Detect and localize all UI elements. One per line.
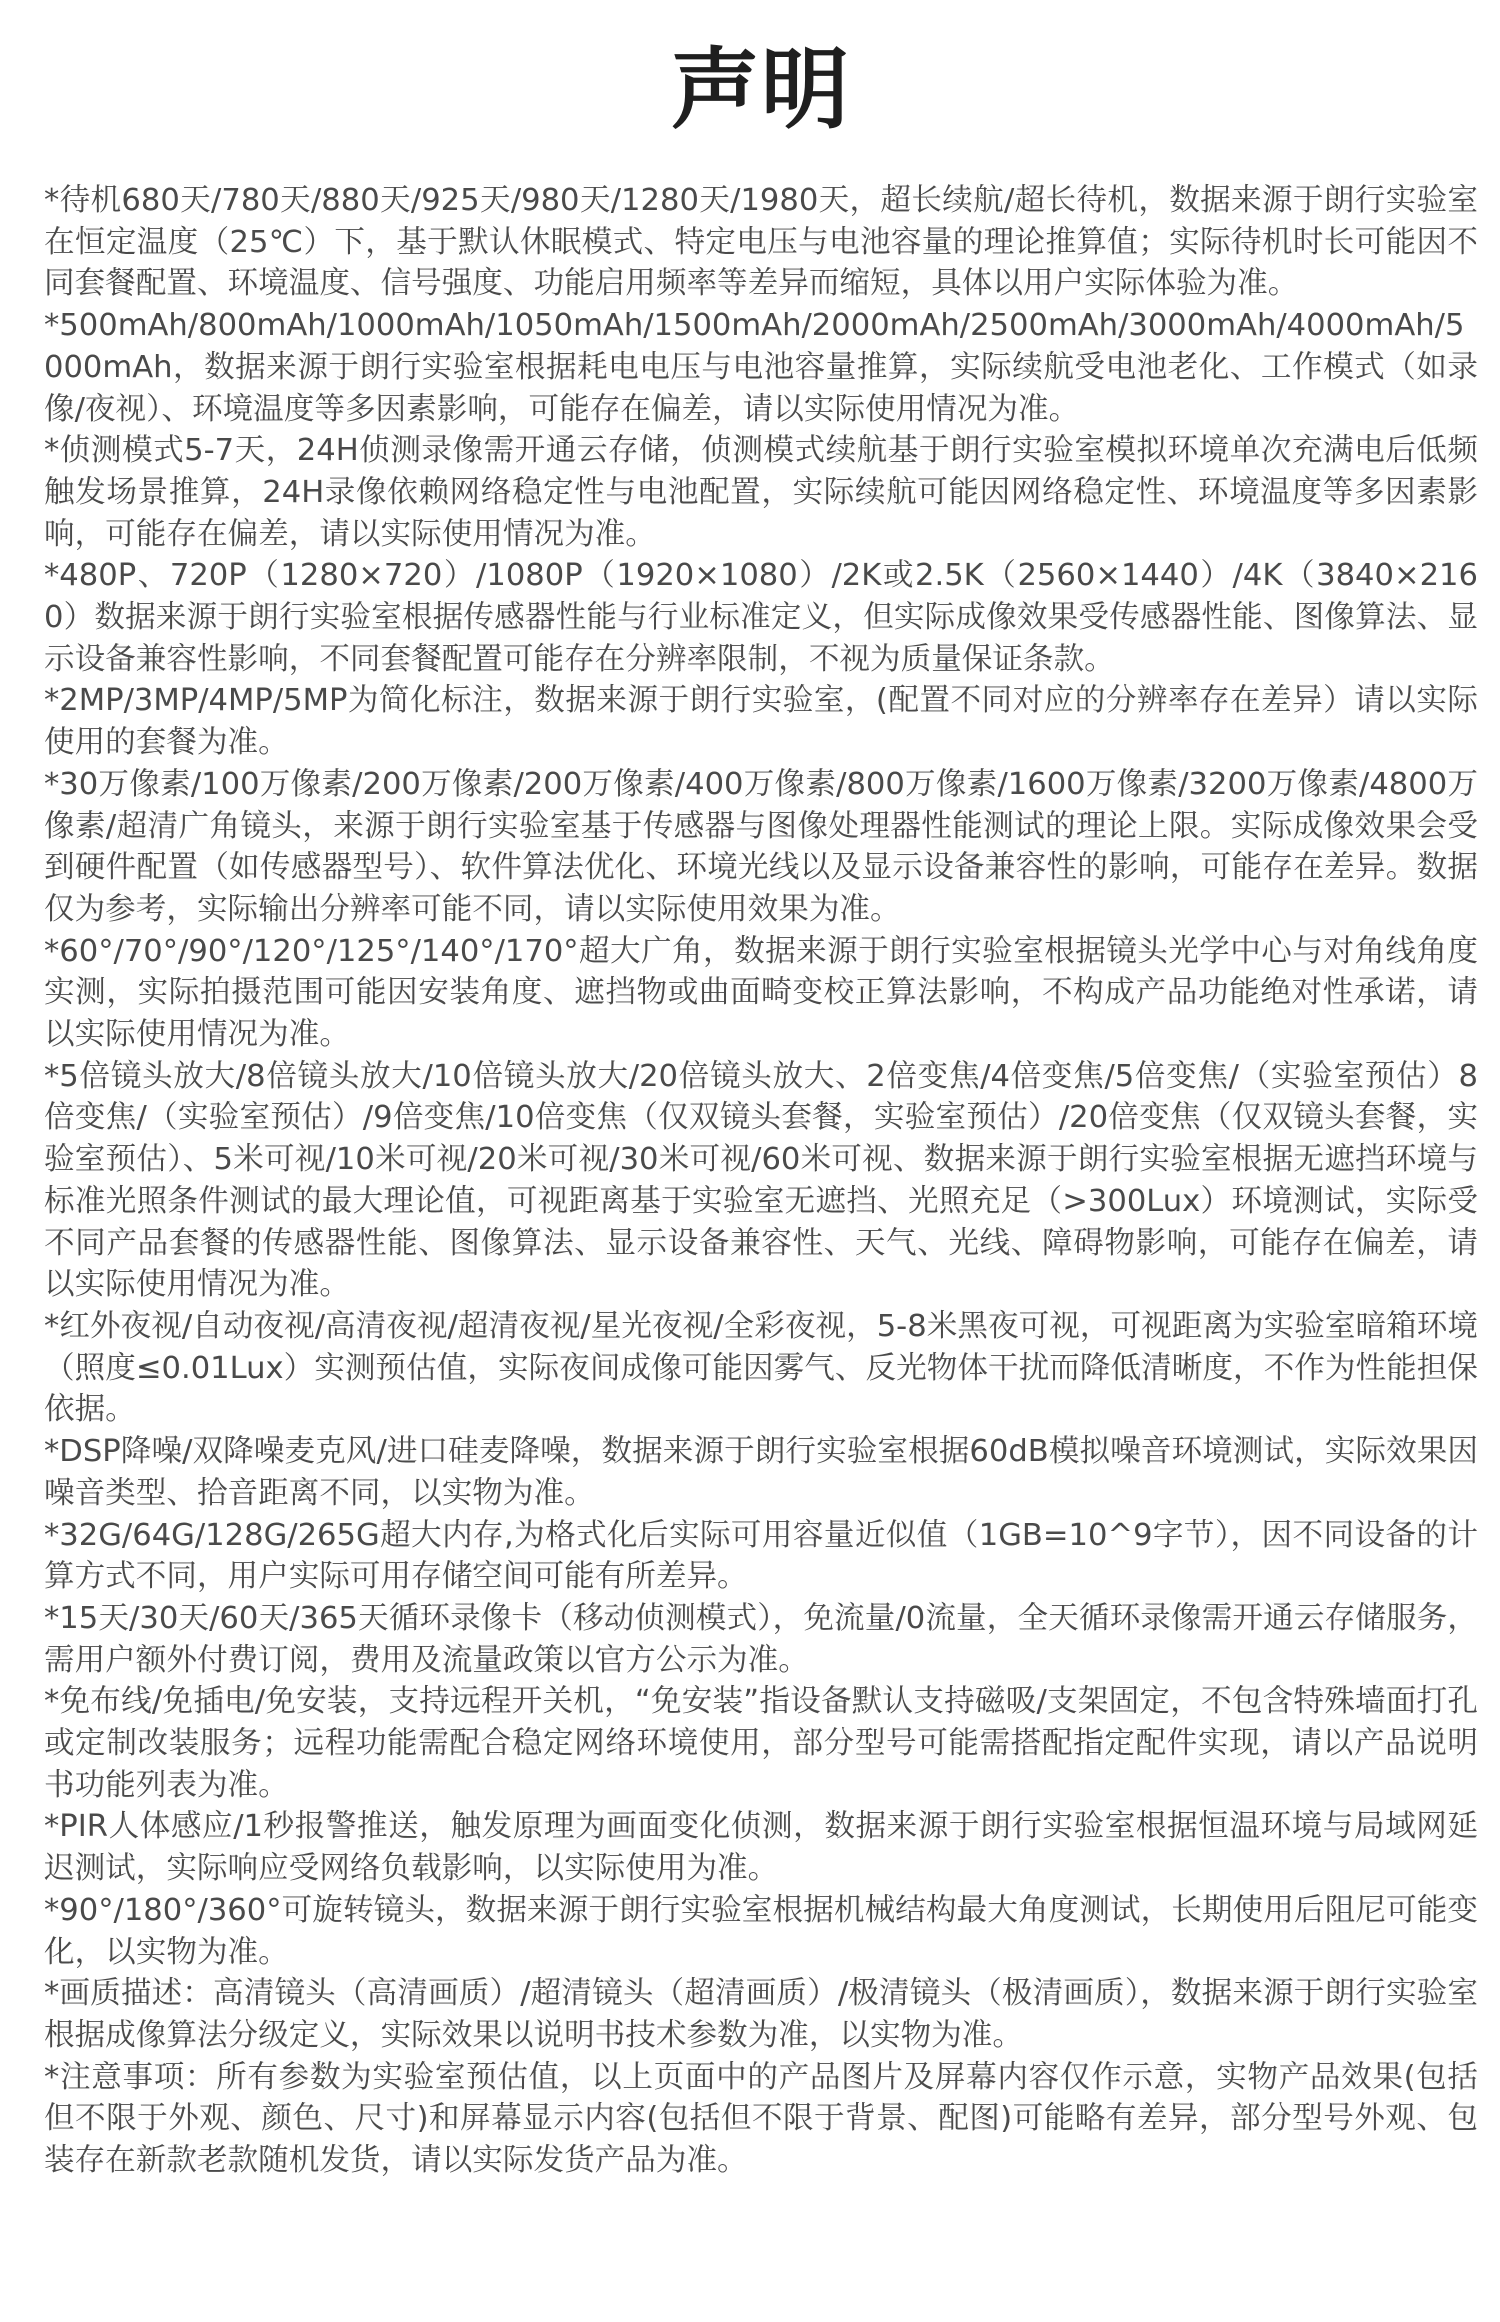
page-title: 声明 [670, 38, 851, 141]
note-standby: *待机680天/780天/880天/925天/980天/1280天/1980天，超长续航/超长待机，数据来源于朗行实验室在恒定温度（25℃）下，基于默认休眠模式、特定电压与电池容量的理论推算值；实际待机时长可能因不同套餐配置、环境温度、信号强度、功能启用频率等差异而缩短，具体以用户实际体验为准。 [44, 183, 1478, 302]
note-precautions: *注意事项：所有参数为实验室预估值，以上页面中的产品图片及屏幕内容仅作示意，实物产品效果(包括但不限于外观、颜色、尺寸)和屏幕显示内容(包括但不限于背景、配图)可能略有差异，部分型号外观、包装存在新款老款随机发货，请以实际发货产品为准。 [44, 2059, 1478, 2179]
note-resolution: *480P、720P（1280×720）/1080P（1920×1080）/2K或2.5K（2560×1440）/4K（3840×2160）数据来源于朗行实验室根据传感器性能与行业标准定义，但实际成像效果受传感器性能、图像算法、显示设备兼容性影响，不同套餐配置可能存在分辨率限制，不视为质量保证条款。 [44, 558, 1478, 677]
disclaimer-notes [44, 180, 1478, 2182]
note-zoom-distance: *5倍镜头放大/8倍镜头放大/10倍镜头放大/20倍镜头放大、2倍变焦/4倍变焦/5倍变焦/（实验室预估）8倍变焦/（实验室预估）/9倍变焦/10倍变焦（仅双镜头套餐，实验室预估）/20倍变焦（仅双镜头套餐，实验室预估）、5米可视/10米可视/20米可视/30米可视/60米可视、数据来源于朗行实验室根据无遮挡环境与标准光照条件测试的最大理论值，可视距离基于实验室无遮挡、光照充足（>300Lux）环境测试，实际受不同产品套餐的传感器性能、图像算法、显示设备兼容性、天气、光线、障碍物影响，可能存在偏差，请以实际使用情况为准。 [44, 1058, 1478, 1303]
note-storage: *32G/64G/128G/265G超大内存,为格式化后实际可用容量近似值（1GB=10^9字节），因不同设备的计算方式不同，用户实际可用存储空间可能有所差异。 [44, 1517, 1478, 1595]
note-installation: *免布线/免插电/免安装，支持远程开关机，“免安装”指设备默认支持磁吸/支架固定，不包含特殊墙面打孔或定制改装服务；远程功能需配合稳定网络环境使用，部分型号可能需搭配指定配件实现，请以产品说明书功能列表为准。 [44, 1684, 1478, 1803]
note-battery-capacity: *500mAh/800mAh/1000mAh/1050mAh/1500mAh/2000mAh/2500mAh/3000mAh/4000mAh/5000mAh，数据来源于朗行实验室根据耗电电压与电池容量推算，实际续航受电池老化、工作模式（如录像/夜视）、环境温度等多因素影响，可能存在偏差，请以实际使用情况为准。 [44, 308, 1478, 427]
note-detection-mode: *侦测模式5-7天，24H侦测录像需开通云存储，侦测模式续航基于朗行实验室模拟环境单次充满电后低频触发场景推算，24H录像依赖网络稳定性与电池配置，实际续航可能因网络稳定性、环境温度等多因素影响，可能存在偏差，请以实际使用情况为准。 [44, 433, 1478, 552]
note-megapixel: *2MP/3MP/4MP/5MP为简化标注，数据来源于朗行实验室，(配置不同对应的分辨率存在差异）请以实际使用的套餐为准。 [44, 683, 1478, 761]
note-night-vision: *红外夜视/自动夜视/高清夜视/超清夜视/星光夜视/全彩夜视，5-8米黑夜可视，可视距离为实验室暗箱环境（照度≤0.01Lux）实测预估值，实际夜间成像可能因雾气、反光物体干扰而降低清晰度，不作为性能担保依据。 [44, 1308, 1478, 1428]
note-pir-alert: *PIR人体感应/1秒报警推送，触发原理为画面变化侦测，数据来源于朗行实验室根据恒温环境与局域网延迟测试，实际响应受网络负载影响，以实际使用为准。 [44, 1809, 1478, 1887]
note-noise-reduction: *DSP降噪/双降噪麦克风/进口硅麦降噪，数据来源于朗行实验室根据60dB模拟噪音环境测试，实际效果因噪音类型、拾音距离不同，以实物为准。 [44, 1434, 1478, 1511]
note-pixel-count: *30万像素/100万像素/200万像素/200万像素/400万像素/800万像素/1600万像素/3200万像素/4800万像素/超清广角镜头，来源于朗行实验室基于传感器与图像处理器性能测试的理论上限。实际成像效果会受到硬件配置（如传感器型号）、软件算法优化、环境光线以及显示设备兼容性的影响，可能存在差异。数据仅为参考，实际输出分辨率可能不同，请以实际使用效果为准。 [44, 766, 1478, 927]
note-wide-angle: *60°/70°/90°/120°/125°/140°/170°超大广角，数据来源于朗行实验室根据镜头光学中心与对角线角度实测，实际拍摄范围可能因安装角度、遮挡物或曲面畸变校正算法影响，不构成产品功能绝对性承诺，请以实际使用情况为准。 [44, 933, 1478, 1053]
note-image-quality: *画质描述：高清镜头（高清画质）/超清镜头（超清画质）/极清镜头（极清画质），数据来源于朗行实验室根据成像算法分级定义，实际效果以说明书技术参数为准，以实物为准。 [44, 1976, 1478, 2053]
note-loop-recording: *15天/30天/60天/365天循环录像卡（移动侦测模式），免流量/0流量，全天循环录像需开通云存储服务，需用户额外付费订阅，费用及流量政策以官方公示为准。 [44, 1600, 1478, 1678]
note-rotation: *90°/180°/360°可旋转镜头，数据来源于朗行实验室根据机械结构最大角度测试，长期使用后阻尼可能变化，以实物为准。 [44, 1892, 1478, 1970]
